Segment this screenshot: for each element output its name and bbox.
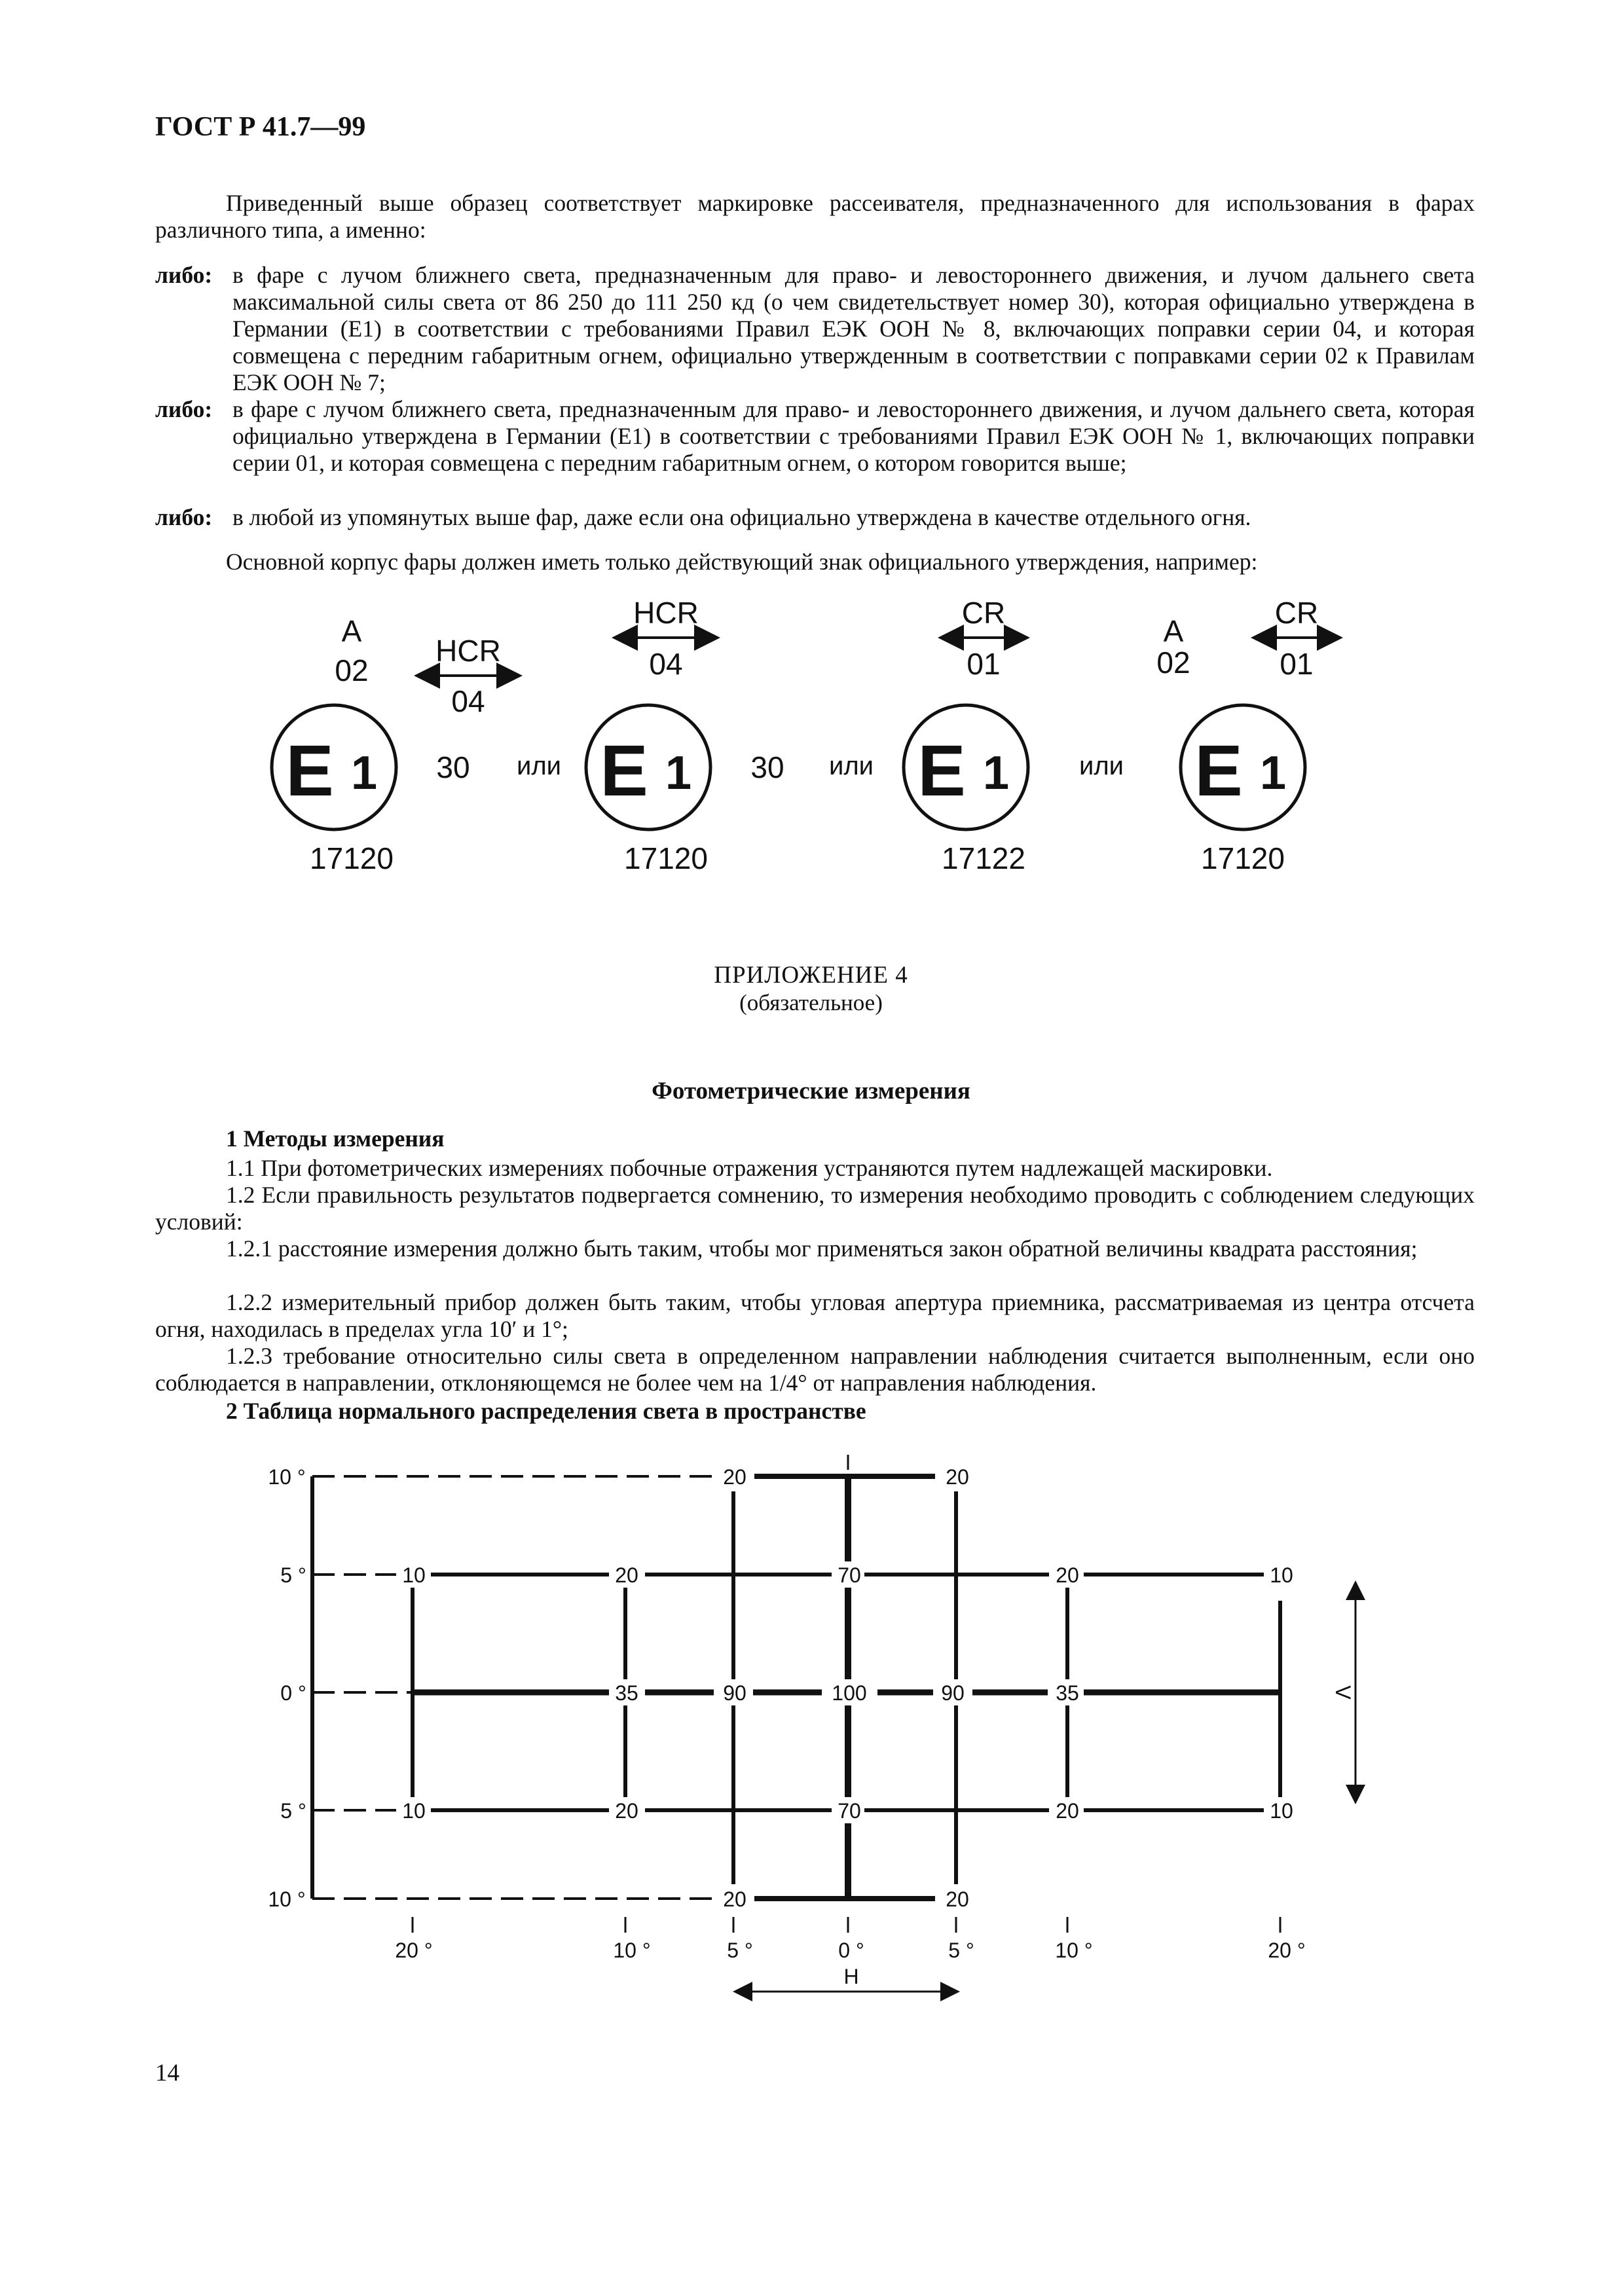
row-label: 5 ° [280,1563,306,1587]
mark-code: 17120 [624,841,708,875]
option-text: в фаре с лучом ближнего света, предназначенным для право- и левостороннего движения, и лучом дальнего света максимальной силы света от 86 250 до 111 250 кд (о чем свидетельствует номер 30), которая официально утверждена в Германии (Е1) в соответствии с требованиями Правил ЕЭК ООН № 8, включающих поправки серии 04, и которая совмещена с передним габаритным огнем, официально утвержденным в соответствии с поправками серии 02 к Правилам ЕЭК ООН № 7; [232,262,1475,395]
option-label: либо: [155,262,213,288]
mark-circle-number: 1 [350,747,378,799]
approval-mark [586,596,784,875]
mark-circle-number: 1 [982,747,1010,799]
approval-mark [272,614,517,875]
v-axis-label: V [1331,1685,1355,1700]
paragraph-1-1: 1.1 При фотометрических измерениях побочные отражения устраняются путем надлежащей маскировки. [226,1155,1273,1181]
grid-value: 20 [1056,1563,1079,1587]
option-item [155,504,1475,531]
column-label: 10 ° [613,1939,651,1962]
mark-circle-letter: E [600,731,648,811]
grid-value: 35 [615,1681,638,1705]
paragraph-1-2-3: 1.2.3 требование относительно силы света в определенном направлении наблюдения считается выполненным, если оно соблюдается в направлении, отклоняющемся не более чем на 1/4° от направления наблюдения. [155,1343,1475,1396]
grid-value: 90 [723,1681,746,1705]
grid-value: 20 [1056,1799,1079,1823]
approval-mark [1156,596,1338,875]
mark-top-b: 02 [335,653,369,687]
mark-circle-letter: E [917,731,966,811]
approval-marks-figure [0,576,1622,917]
mark-circle-number: 1 [665,747,692,799]
grid-value: 35 [1056,1681,1079,1705]
grid-value: 70 [838,1563,861,1587]
mark-arrow-sub: 01 [1280,647,1314,681]
row-label: 5 ° [280,1799,306,1823]
grid-value: 10 [402,1799,426,1823]
column-label: 10 ° [1055,1939,1093,1962]
main-body-paragraph: Основной корпус фары должен иметь только действующий знак официального утверждения, например: [226,549,1258,575]
grid-value: 20 [723,1887,746,1911]
mark-arrow-label: CR [1274,596,1319,630]
mark-code: 17120 [310,841,394,875]
option-label: либо: [155,504,213,530]
option-text: в фаре с лучом ближнего света, предназначенным для право- и левостороннего движения, и лучом дальнего света, которая официально утверждена в Германии (Е1) в соответствии с требованиями Правил ЕЭК ООН № 1, включающих поправки серии 01, и которая совмещена с передним габаритным огнем, о котором говорится выше; [232,396,1475,476]
paragraph-1-2-1: 1.2.1 расстояние измерения должно быть таким, чтобы мог применяться закон обратной величины квадрата расстояния; [226,1235,1418,1262]
mark-arrow-sub: 01 [967,647,1001,681]
row-label: 0 ° [280,1681,306,1705]
intro-paragraph: Приведенный выше образец соответствует маркировке рассеивателя, предназначенного для использования в фарах различного типа, а именно: [155,190,1475,243]
grid-value: 20 [723,1465,746,1489]
mark-arrow-label: HCR [633,596,699,630]
page-number: 14 [155,2060,179,2086]
column-label: 5 ° [727,1939,753,1962]
mark-top-b: 02 [1156,646,1190,680]
grid-value: 90 [941,1681,965,1705]
mark-circle-number: 1 [1259,747,1287,799]
or-word: или [1078,752,1124,780]
h-axis-label: H [843,1965,859,1988]
grid-value: 20 [946,1465,969,1489]
grid-value: 10 [1270,1563,1293,1587]
grid-value: 20 [615,1799,638,1823]
mark-side-number: 30 [436,750,470,784]
option-label: либо: [155,396,213,422]
mark-top-a: A [1163,614,1184,648]
grid-value: 100 [832,1681,867,1705]
grid-value: 10 [402,1563,426,1587]
or-word: или [828,752,874,780]
mark-code: 17122 [942,841,1025,875]
appendix-subtitle: (обязательное) [739,990,883,1015]
column-label: 20 ° [1268,1939,1306,1962]
mark-arrow-label: HCR [435,634,501,668]
section-title: Фотометрические измерения [652,1078,970,1104]
option-item [155,262,1475,396]
paragraph-1-2: 1.2 Если правильность результатов подвергается сомнению, то измерения необходимо проводить с соблюдением следующих условий: [155,1182,1475,1235]
mark-side-number: 30 [750,750,784,784]
mark-arrow-sub: 04 [649,647,683,681]
option-text: в любой из упомянутых выше фар, даже если она официально утверждена в качестве отдельного огня. [232,504,1251,530]
section-2-heading: 2 Таблица нормального распределения света в пространстве [226,1398,866,1424]
option-item [155,396,1475,477]
column-label: 5 ° [948,1939,974,1962]
mark-arrow-label: CR [961,596,1006,630]
grid-value: 70 [838,1799,861,1823]
column-label: 0 ° [838,1939,864,1962]
paragraph-1-2-2: 1.2.2 измерительный прибор должен быть таким, чтобы угловая апертура приемника, рассматриваемая из центра отсчета огня, находилась в пределах угла 10′ и 1°; [155,1289,1475,1342]
mark-code: 17120 [1201,841,1285,875]
mark-circle-letter: E [286,731,334,811]
or-word: или [516,752,562,780]
appendix-title: ПРИЛОЖЕНИЕ 4 [714,962,908,989]
row-label: 10 ° [268,1465,306,1489]
document-header: ГОСТ Р 41.7—99 [155,112,366,142]
grid-value: 20 [946,1887,969,1911]
approval-mark [904,596,1028,875]
mark-arrow-sub: 04 [451,684,485,718]
row-label: 10 ° [268,1887,306,1911]
section-1-heading: 1 Методы измерения [226,1125,445,1152]
light-distribution-grid [0,1440,1622,2030]
mark-top-a: A [341,614,362,648]
grid-value: 10 [1270,1799,1293,1823]
grid-value: 20 [615,1563,638,1587]
mark-circle-letter: E [1194,731,1243,811]
column-label: 20 ° [395,1939,433,1962]
